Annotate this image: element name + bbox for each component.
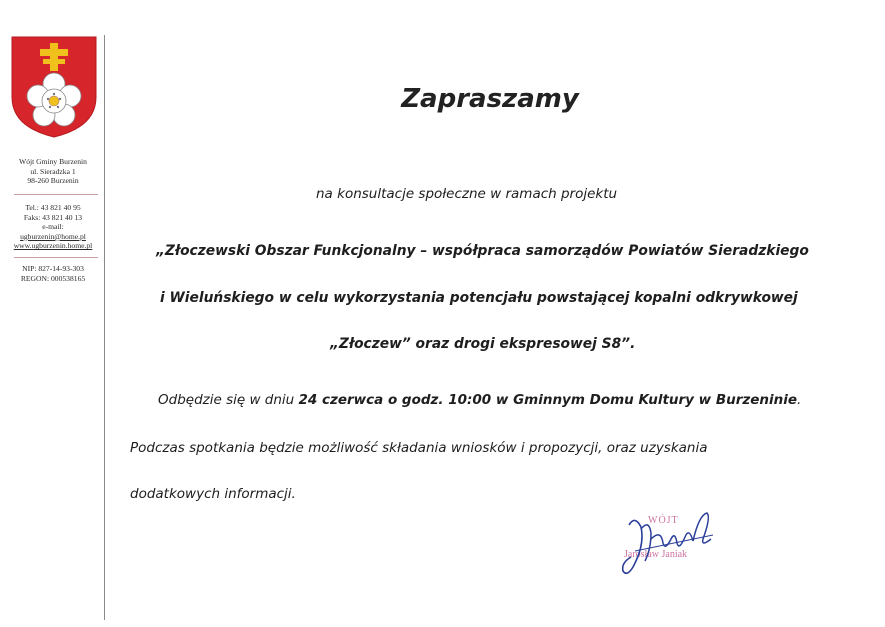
office-contact: [4, 203, 102, 251]
address-line: Wójt Gminy Burzenin: [19, 157, 87, 166]
address-line: ul. Sieradzka 1: [30, 166, 76, 176]
event-details: [158, 392, 801, 408]
phone-text: Tel.: 43 821 40 95: [25, 203, 81, 212]
fax-text: Faks: 43 821 40 13: [23, 212, 83, 222]
divider: [14, 257, 98, 258]
project-name-line: „Złoczew” oraz drogi ekspresowej S8”.: [330, 336, 636, 352]
nip-text: NIP: 827-14-93-303: [22, 264, 84, 273]
body-text-line: Podczas spotkania będzie możliwość składania wniosków i propozycji, oraz uzyskania: [130, 440, 708, 456]
coat-of-arms-icon: [10, 35, 98, 139]
stamp-role: WÓJT: [648, 515, 679, 526]
regon-text: REGON: 000538165: [20, 273, 86, 283]
office-ids: [4, 264, 102, 283]
body-text-line: dodatkowych informacji.: [130, 486, 296, 502]
letterhead-sidebar: [0, 0, 104, 627]
email-link[interactable]: ugburzenin@home.pl: [20, 231, 86, 241]
project-name-line: „Złoczewski Obszar Funkcjonalny – współpraca samorządów Powiatów Sieradzkiego: [156, 243, 809, 259]
intro-text: na konsultacje społeczne w ramach projektu: [316, 186, 618, 202]
event-suffix: .: [797, 392, 802, 408]
event-date-place: 24 czerwca o godz. 10:00 w Gminnym Domu Kultury w Burzeninie: [298, 392, 798, 408]
handwritten-signature-icon: [615, 505, 725, 585]
divider: [14, 194, 98, 195]
sidebar-divider: [104, 35, 105, 620]
project-name-line: i Wieluńskiego w celu wykorzystania potencjału powstającej kopalni odkrywkowej: [160, 290, 798, 306]
event-prefix: Odbędzie się w dniu: [158, 392, 299, 408]
email-label: e-mail:: [42, 222, 64, 232]
letter-title: Zapraszamy: [401, 84, 579, 114]
website-link[interactable]: www.ugburzenin.home.pl: [13, 241, 93, 251]
stamp-name: Jarosław Janiak: [624, 549, 688, 560]
address-line: 98-260 Burzenin: [27, 176, 79, 186]
office-address: [4, 157, 102, 186]
